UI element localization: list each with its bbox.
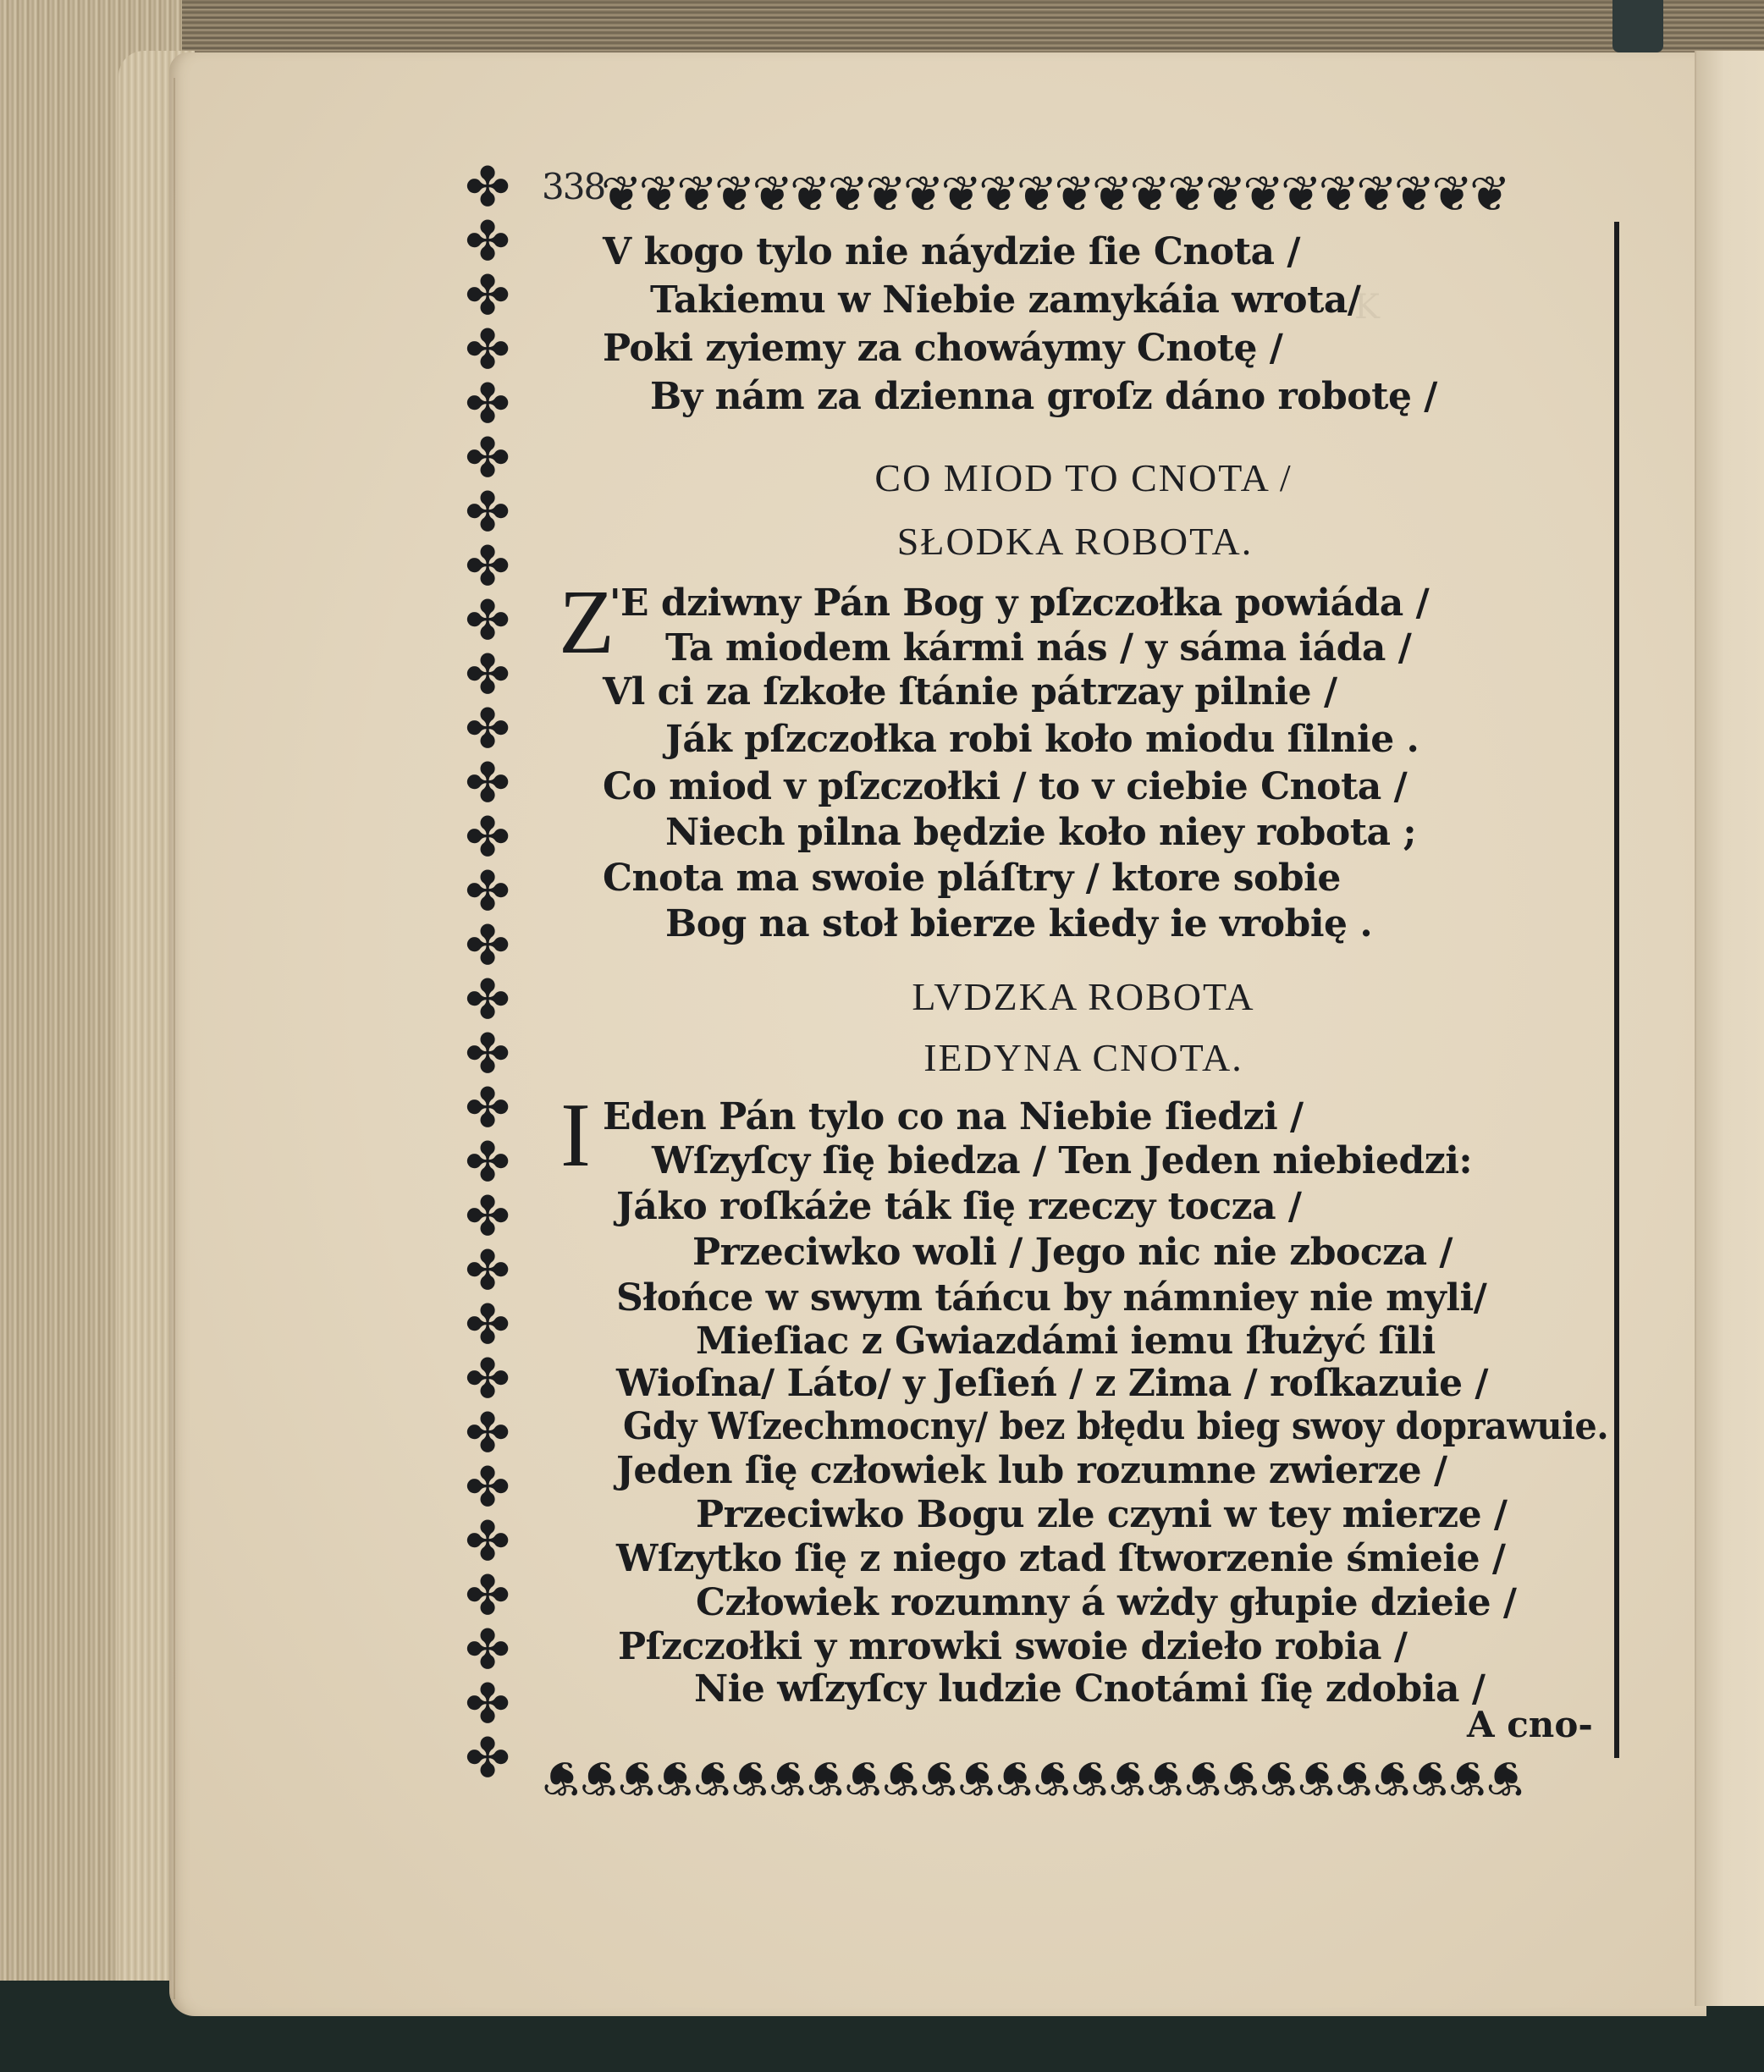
ornament-fleuron-icon: ❦: [1372, 1750, 1411, 1807]
section-heading: CO MIOD TO CNOTA /: [874, 456, 1293, 499]
verse-line: Człowiek rozumny á wżdy głupie dzieie /: [696, 1581, 1517, 1624]
verse-line: Przeciwko woli / Jego nic nie zbocza /: [692, 1231, 1453, 1274]
verse-line: Ta miodem kármi nás / y sáma iáda /: [665, 626, 1412, 670]
ornament-border-bottom: [542, 1744, 1612, 1813]
ornament-fleuron-icon: ✤: [465, 644, 510, 707]
section-heading: IEDYNA CNOTA.: [923, 1036, 1243, 1079]
ornament-fleuron-icon: ❦: [1318, 165, 1357, 223]
verse-line: Takiemu w Niebie zamykáia wrota/: [650, 278, 1361, 322]
ornament-fleuron-icon: ❦: [542, 1750, 580, 1807]
verse-line: Ják pſzczołka robi koło miodu ſilnie .: [665, 718, 1419, 761]
ornament-fleuron-icon: ✤: [465, 319, 510, 382]
ornament-fleuron-icon: ✤: [465, 482, 510, 544]
verse-line: Słońce w swym táńcu by námniey nie myli/: [616, 1276, 1487, 1320]
ornament-fleuron-icon: ✤: [465, 1565, 510, 1628]
ornament-fleuron-icon: ❦: [1297, 1750, 1335, 1807]
verse-line: 'E dziwny Pán Bog y pſzczołka powiáda /: [609, 581, 1430, 625]
ornament-fleuron-icon: ❦: [881, 1750, 920, 1807]
verse-line: Nie wſzyſcy ludzie Cnotámi ſię zdobia /: [694, 1667, 1486, 1711]
ornament-fleuron-icon: ✤: [465, 590, 510, 653]
ornament-fleuron-icon: ✤: [465, 861, 510, 923]
ornament-fleuron-icon: ✤: [465, 1348, 510, 1411]
section-heading: SŁODKA ROBOTA.: [896, 520, 1254, 563]
ornament-fleuron-icon: ✤: [465, 1402, 510, 1465]
ornament-fleuron-icon: ❦: [1259, 1750, 1298, 1807]
verse-line: V kogo tylo nie náydzie ſie Cnota /: [603, 230, 1300, 273]
ornament-fleuron-icon: ❦: [752, 165, 791, 223]
ornament-fleuron-icon: ❦: [638, 165, 677, 223]
ornament-fleuron-icon: ❦: [1016, 165, 1055, 223]
ornament-fleuron-icon: ❦: [1129, 165, 1168, 223]
ornament-fleuron-icon: ❦: [676, 165, 714, 223]
verse-line: Pſzczołki y mrowki swoie dzieło robia /: [618, 1625, 1408, 1668]
ornament-fleuron-icon: ❦: [1167, 165, 1205, 223]
ornament-fleuron-icon: ❦: [1486, 1750, 1524, 1807]
ornament-fleuron-icon: ❦: [956, 1750, 995, 1807]
ornament-fleuron-icon: ❦: [714, 165, 752, 223]
verse-line: Przeciwko Bogu zle czyni w tey mierze /: [696, 1493, 1508, 1536]
ornament-border-top: [601, 159, 1604, 229]
section-heading: LVDZKA ROBOTA: [912, 975, 1255, 1018]
ornament-fleuron-icon: ❦: [1108, 1750, 1146, 1807]
ornament-fleuron-icon: ✤: [465, 807, 510, 869]
verse-line: Eden Pán tylo co na Niebie ſiedzi /: [603, 1095, 1304, 1138]
catchword: A cno-: [1467, 1704, 1593, 1745]
ornament-fleuron-icon: ✤: [465, 265, 510, 328]
ornament-fleuron-icon: ❦: [1054, 165, 1092, 223]
ornament-fleuron-icon: ❦: [1447, 1750, 1486, 1807]
verse-line: Jáko roſkáże ták ſię rzeczy tocza /: [616, 1185, 1302, 1228]
ornament-fleuron-icon: ✤: [465, 211, 510, 273]
ornament-fleuron-icon: ❦: [1410, 1750, 1448, 1807]
verse-line: Vl ci za ſzkołe ſtánie pátrzay pilnie /: [603, 670, 1337, 714]
ornament-fleuron-icon: ❦: [827, 165, 866, 223]
ornament-fleuron-icon: ❦: [1183, 1750, 1221, 1807]
verse-line: Co miod v pſzczołki / to v ciebie Cnota /: [603, 765, 1408, 808]
ornament-fleuron-icon: ❦: [601, 165, 639, 223]
ornament-fleuron-icon: ❦: [1431, 165, 1470, 223]
ornament-fleuron-icon: ❦: [843, 1750, 882, 1807]
ornament-fleuron-icon: ✤: [465, 1023, 510, 1086]
verse-line: Gdy Wſzechmocny/ bez błędu bieg swoy doprawuie.: [623, 1405, 1609, 1448]
ornament-fleuron-icon: ❦: [1221, 1750, 1260, 1807]
ornament-fleuron-icon: ❦: [1204, 165, 1243, 223]
verse-line: Niech pilna będzie koło niey robota ;: [665, 811, 1417, 854]
ornament-fleuron-icon: ❦: [940, 165, 979, 223]
verse-line: Cnota ma swoie pláſtry / ktore sobie: [603, 857, 1341, 900]
ornament-fleuron-icon: ❦: [1393, 165, 1432, 223]
ornament-fleuron-icon: ✤: [465, 536, 510, 598]
ornament-fleuron-icon: ❦: [692, 1750, 731, 1807]
drop-cap: I: [560, 1085, 591, 1186]
ornament-fleuron-icon: ✤: [465, 752, 510, 815]
verse-line: Wſzytko ſię z niego ztad ſtworzenie śmieie /: [616, 1537, 1506, 1580]
ornament-fleuron-icon: ✤: [465, 1728, 510, 1790]
verse-line: Wſzyſcy ſię biedza / Ten Jeden niebiedzi:: [652, 1139, 1473, 1182]
ornament-fleuron-icon: ❦: [806, 1750, 844, 1807]
ornament-fleuron-icon: ✤: [465, 373, 510, 436]
ornament-fleuron-icon: ✤: [465, 698, 510, 761]
ornament-fleuron-icon: ❦: [1032, 1750, 1071, 1807]
ornament-fleuron-icon: ❦: [1334, 1750, 1373, 1807]
ornament-fleuron-icon: ✤: [465, 1619, 510, 1682]
ornament-fleuron-icon: ✤: [465, 1186, 510, 1248]
ornament-fleuron-icon: ❦: [579, 1750, 618, 1807]
ornament-fleuron-icon: ❦: [919, 1750, 957, 1807]
verse-line: Poki zyiemy za chowáymy Cnotę /: [603, 327, 1283, 370]
ornament-fleuron-icon: ❦: [902, 165, 941, 223]
ornament-fleuron-icon: ❦: [617, 1750, 655, 1807]
ornament-fleuron-icon: ❦: [995, 1750, 1033, 1807]
verse-line: Wioſna/ Láto/ y Jeſień / z Zima / roſkazuie /: [616, 1362, 1488, 1405]
border-rule-right: [1614, 222, 1619, 1758]
verse-line: Bog na stoł bierze kiedy ie vrobię .: [665, 902, 1373, 945]
ornament-fleuron-icon: ❦: [730, 1750, 769, 1807]
bleed-through-text: K: [1354, 288, 1380, 327]
ornament-fleuron-icon: ❦: [790, 165, 828, 223]
page-edge-line: [174, 78, 176, 1999]
ornament-fleuron-icon: ❦: [1091, 165, 1130, 223]
ornament-fleuron-icon: ❦: [768, 1750, 807, 1807]
ornament-fleuron-icon: ✤: [465, 1240, 510, 1303]
ornament-fleuron-icon: ❦: [1469, 165, 1508, 223]
ornament-fleuron-icon: ❦: [978, 165, 1017, 223]
ornament-fleuron-icon: ✤: [465, 1673, 510, 1736]
ornament-fleuron-icon: ❦: [1145, 1750, 1184, 1807]
ornament-fleuron-icon: ❦: [1070, 1750, 1109, 1807]
ornament-fleuron-icon: ❦: [654, 1750, 693, 1807]
verse-line: Mieſiac z Gwiazdámi iemu ſłużyć ſili: [696, 1320, 1436, 1363]
verse-line: By nám za dzienna groſz dáno robotę /: [650, 375, 1437, 418]
ornament-fleuron-icon: ✤: [465, 1294, 510, 1357]
verse-line: Jeden ſię człowiek lub rozumne zwierze /: [616, 1449, 1447, 1492]
ornament-fleuron-icon: ✤: [465, 915, 510, 978]
ornament-fleuron-icon: ✤: [465, 161, 510, 219]
ornament-fleuron-icon: ✤: [465, 1457, 510, 1519]
facing-page-gutter: [1695, 51, 1764, 2006]
ornament-fleuron-icon: ✤: [465, 1511, 510, 1573]
spine-gap: [1612, 0, 1663, 52]
ornament-border-left: [447, 161, 528, 1820]
page-number: 338: [542, 166, 605, 207]
ornament-fleuron-icon: ✤: [465, 427, 510, 490]
ornament-fleuron-icon: ❦: [1243, 165, 1281, 223]
ornament-fleuron-icon: ✤: [465, 1077, 510, 1140]
ornament-fleuron-icon: ✤: [465, 1132, 510, 1194]
ornament-fleuron-icon: ✤: [465, 969, 510, 1032]
ornament-fleuron-icon: ❦: [865, 165, 903, 223]
ornament-fleuron-icon: ❦: [1280, 165, 1319, 223]
ornament-fleuron-icon: ❦: [1356, 165, 1394, 223]
drop-cap: Z: [559, 572, 615, 673]
